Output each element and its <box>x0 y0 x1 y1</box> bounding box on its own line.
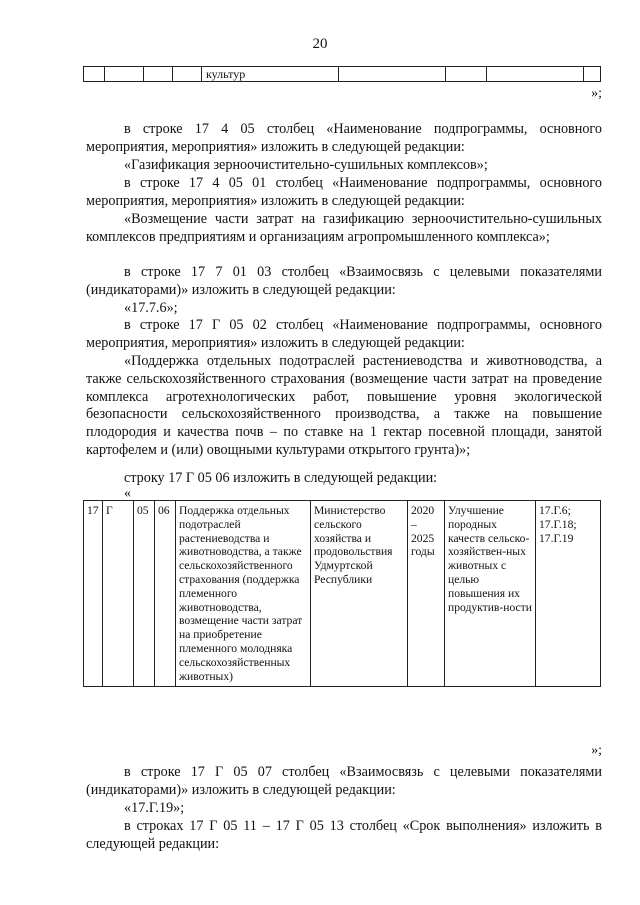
table-cell-code-4: 06 <box>155 501 176 687</box>
paragraph: «Возмещение части затрат на газификацию зерноочистительно-сушильных комплексов предприятиям и организациям агропромышленного комплекса»; <box>86 211 602 245</box>
table-cell-code-3: 05 <box>134 501 155 687</box>
paragraph: «17.7.6»; <box>124 300 178 316</box>
page-number: 20 <box>312 36 328 52</box>
table-cell <box>144 67 173 82</box>
program-table <box>83 500 601 687</box>
table-cell <box>173 67 202 82</box>
table-cell <box>339 67 446 82</box>
paragraph: «17.Г.19»; <box>124 800 185 816</box>
table-cell <box>487 67 584 82</box>
table-cell <box>584 67 601 82</box>
table-cell-name: Поддержка отдельных подотраслей растениеводства и животноводства, а также сельскохозяйственного страхования (поддержка племенного животноводства, возмещение части затрат на приобретение племенного молодняка сельскохозяйственных животных) <box>176 501 311 687</box>
closing-quote-mark: »; <box>591 743 602 758</box>
paragraph: строку 17 Г 05 06 изложить в следующей редакции: <box>124 470 438 486</box>
table-cell <box>105 67 144 82</box>
table-cell-result: Улучшение породных качеств сельско-хозяйствен-ных животных с целью повышения их продуктив-ности <box>445 501 536 687</box>
table-row <box>84 501 601 687</box>
closing-quote-mark: »; <box>591 86 602 101</box>
continued-table-fragment <box>83 66 601 82</box>
paragraph: в строке 17 Г 05 07 столбец «Взаимосвязь с целевыми показателями (индикаторами)» изложить в следующей редакции: <box>86 764 602 798</box>
opening-quote-mark: « <box>124 486 131 501</box>
paragraph: в строках 17 Г 05 11 – 17 Г 05 13 столбец «Срок выполнения» изложить в следующей редакции: <box>86 818 602 852</box>
table-cell <box>84 67 105 82</box>
paragraph: «Газификация зерноочистительно-сушильных комплексов»; <box>124 157 488 173</box>
table-cell-executor: Министерство сельского хозяйства и продовольствия Удмуртской Республики <box>311 501 408 687</box>
paragraph: в строке 17 Г 05 02 столбец «Наименование подпрограммы, основного мероприятия, мероприятия» изложить в следующей редакции: <box>86 317 602 351</box>
table-cell-code-2: Г <box>103 501 134 687</box>
paragraph: в строке 17 4 05 01 столбец «Наименование подпрограммы, основного мероприятия, мероприятия» изложить в следующей редакции: <box>86 175 602 209</box>
table-cell-indicators: 17.Г.6; 17.Г.18; 17.Г.19 <box>536 501 601 687</box>
paragraph: «Поддержка отдельных подотраслей растениеводства и животноводства, а также сельскохозяйственного страхования (возмещение части затрат на проведение комплекса агротехнологических работ, повышение уровня экологической безопасности сельскохозяйственного производства, а также на повышение плодородия и качества почв – по ставке на 1 гектар посевной площади, занятой картофелем и (или) овощными культурами открытого грунта)»; <box>86 353 602 458</box>
table-cell: культур <box>202 67 339 82</box>
table-row <box>84 67 601 82</box>
paragraph: в строке 17 4 05 столбец «Наименование подпрограммы, основного мероприятия, мероприятия» изложить в следующей редакции: <box>86 121 602 155</box>
table-cell-period: 2020 – 2025 годы <box>408 501 445 687</box>
table-cell <box>446 67 487 82</box>
paragraph: в строке 17 7 01 03 столбец «Взаимосвязь с целевыми показателями (индикаторами)» изложить в следующей редакции: <box>86 264 602 298</box>
table-cell-code-1: 17 <box>84 501 103 687</box>
